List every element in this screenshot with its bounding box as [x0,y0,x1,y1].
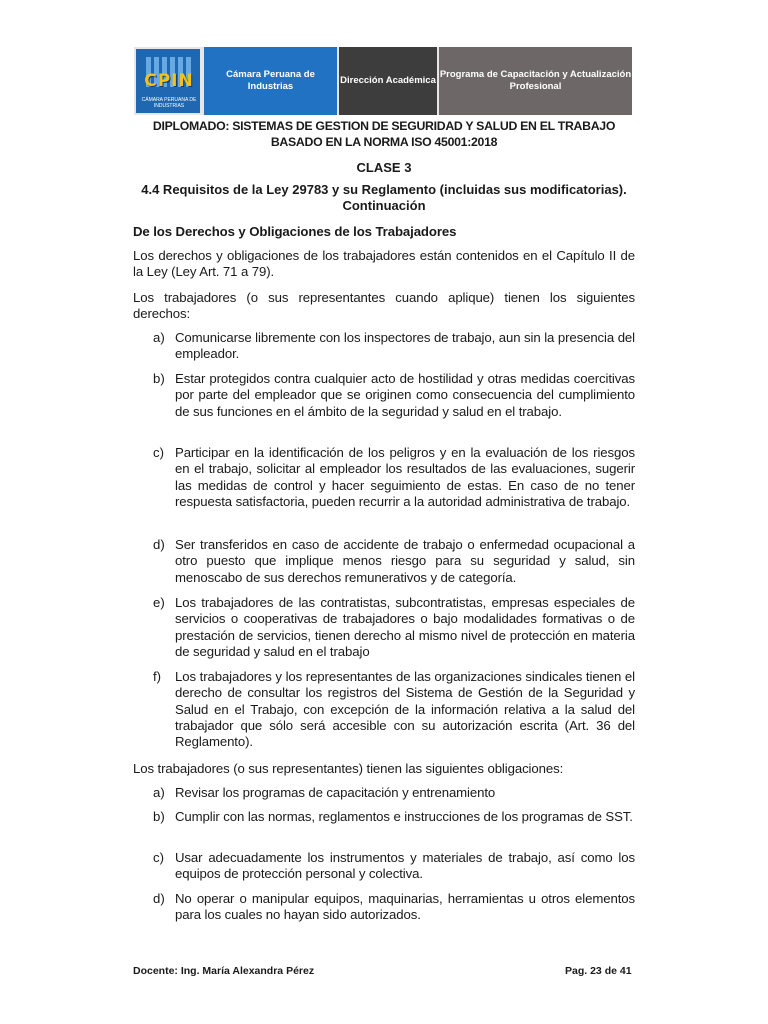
banner-direccion: Dirección Académica [337,47,437,115]
list-item-label: a) [153,785,165,800]
list-item-text: Comunicarse libremente con los inspectores de trabajo, aun sin la presencia del empleador. [175,330,635,362]
list-item-text: Cumplir con las normas, reglamentos e instrucciones de los programas de SST. [175,809,633,824]
list-item-label: d) [153,537,165,552]
list-item-text: Ser transferidos en caso de accidente de trabajo o enfermedad ocupacional a otro puesto que implique menos riesgo para su seguridad y salud, sin menoscabo de sus derechos remunerativos y de categoría. [175,537,635,585]
page-number: Pag. 23 de 41 [565,965,632,977]
list-item-label: a) [153,330,165,345]
list-item-label: b) [153,371,165,386]
list-item-label: b) [153,809,165,824]
list-item-text: Participar en la identificación de los peligros y en la evaluación de los riesgos en el trabajo, solicitar al empleador los resultados de las evaluaciones, sugerir las medidas de control y hacer seguimiento de estas. En caso de no tener respuesta satisfactoria, pueden recurrir a la autoridad administrativa de trabajo. [175,445,635,509]
diplomado-title: DIPLOMADO: SISTEMAS DE GESTION DE SEGURIDAD Y SALUD EN EL TRABAJO BASADO EN LA NORMA ISO 45001:2018 [152,119,616,149]
list-item-text: Estar protegidos contra cualquier acto de hostilidad y otras medidas coercitivas por parte del empleador que se originen como consecuencia del cumplimiento de sus funciones en el ámbito de la seguridad y salud en el trabajo. [175,371,635,419]
cpin-logo [134,47,202,115]
list-item-label: d) [153,891,165,906]
derechos-heading: De los Derechos y Obligaciones de los Trabajadores [133,224,457,239]
logo-wordmark: CPIN [144,71,194,91]
banner-programa: Programa de Capacitación y Actualización Profesional [437,47,632,115]
clase-title: CLASE 3 [356,160,412,175]
list-item-text: Los trabajadores de las contratistas, subcontratistas, empresas especiales de servicios o cooperativas de trabajadores o bajo modalidades formativas o de prestación de servicios, tienen derecho al mismo nivel de protección en materia de seguridad y salud en el trabajo [175,595,635,659]
paragraph-derechos: Los trabajadores (o sus representantes cuando aplique) tienen los siguientes derechos: [133,290,635,322]
paragraph-obligaciones: Los trabajadores (o sus representantes) tienen las siguientes obligaciones: [133,761,564,776]
footer-docente: Docente: Ing. María Alexandra Pérez [133,965,315,977]
list-item-text: No operar o manipular equipos, maquinarias, herramientas u otros elementos para los cuales no hayan sido autorizados. [175,891,635,923]
list-item-text: Revisar los programas de capacitación y entrenamiento [175,785,496,800]
paragraph-intro: Los derechos y obligaciones de los trabajadores están contenidos en el Capítulo II de la Ley (Ley Art. 71 a 79). [133,248,635,280]
section-title: 4.4 Requisitos de la Ley 29783 y su Reglamento (incluidas sus modificatorias). Continuación [141,182,627,213]
list-item-label: e) [153,595,165,610]
list-item-label: c) [153,445,164,460]
logo-subtitle: CÁMARA PERUANA DE INDUSTRIAS [141,97,197,109]
list-item-text: Usar adecuadamente los instrumentos y materiales de trabajo, así como los equipos de protección personal y colectiva. [175,850,635,882]
list-item-text: Los trabajadores y los representantes de las organizaciones sindicales tienen el derecho de consultar los registros del Sistema de Gestión de la Seguridad y Salud en el Trabajo, con excepción de la información relativa a la salud del trabajador que sólo será accesible con su autorización escrita (Art. 36 del Reglamento). [175,669,635,750]
banner-camara: Cámara Peruana de Industrias [202,47,337,115]
list-item-label: f) [153,669,162,684]
list-item-label: c) [153,850,164,865]
header-banner [134,47,632,115]
